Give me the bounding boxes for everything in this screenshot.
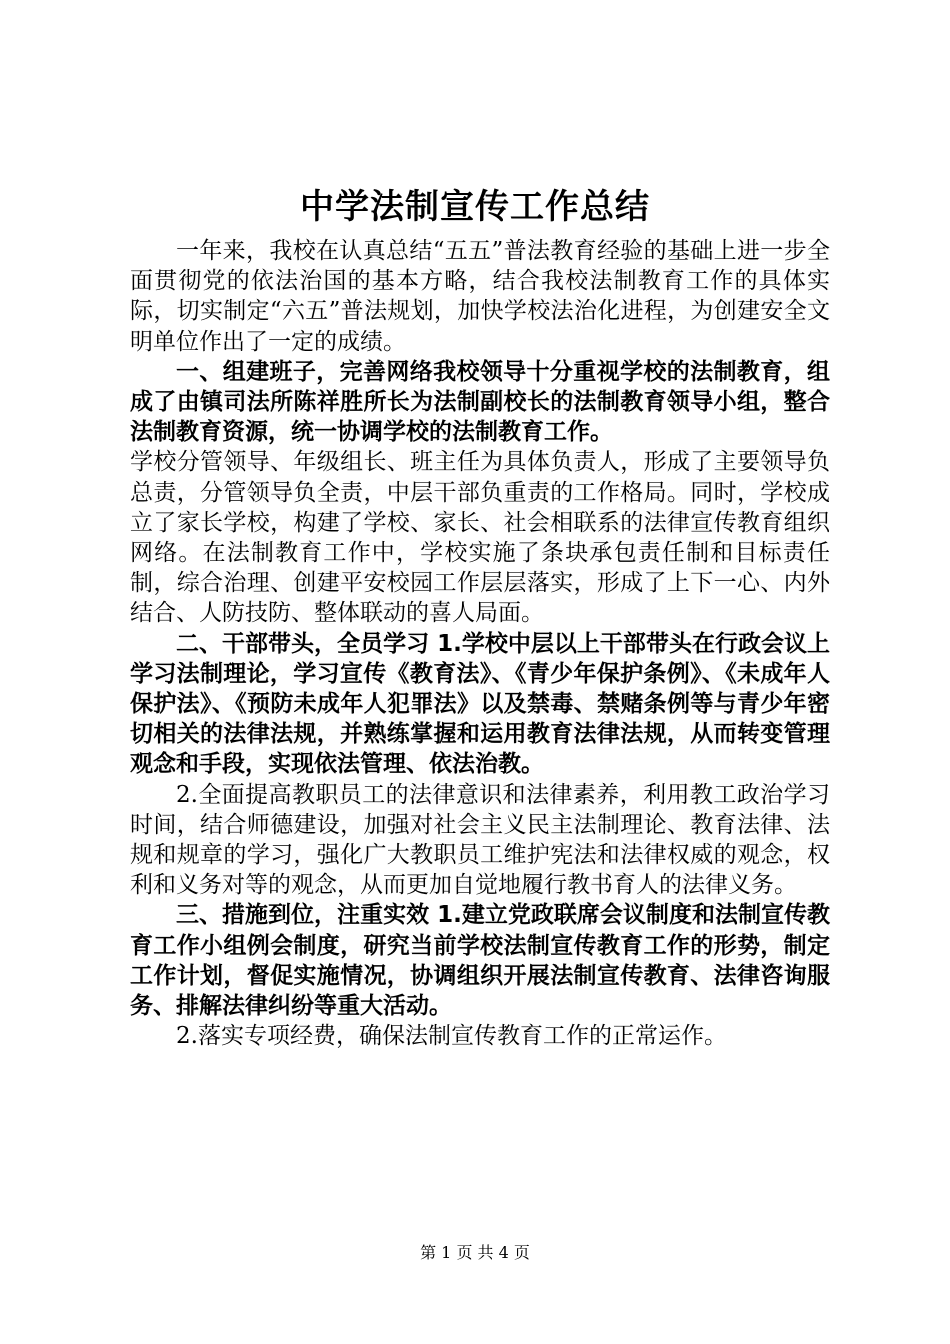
paragraph-section-2-heading: 二、干部带头，全员学习 1.学校中层以上干部带头在行政会议上学习法制理论，学习宣传《教育法》、《青少年保护条例》、《未成年人保护法》、《预防未成年人犯罪法》以及禁毒、禁赌条例等与青少年密切相关的法律法规，并熟练掌握和运用教育法律法规，从而转变管理观念和手段，实现依法管理、依法治教。 <box>130 630 830 778</box>
page-footer: 第 1 页 共 4 页 <box>420 1243 530 1262</box>
paragraph-section-1-heading: 一、组建班子，完善网络我校领导十分重视学校的法制教育，组成了由镇司法所陈祥胜所长为法制副校长的法制教育领导小组，整合法制教育资源，统一协调学校的法制教育工作。 <box>130 358 830 446</box>
paragraph-section-2-item-2: 2.全面提高教职员工的法律意识和法律素养，利用教工政治学习时间，结合师德建设，加强对社会主义民主法制理论、教育法律、法规和规章的学习，强化广大教职员工维护宪法和法律权威的观念，权利和义务对等的观念，从而更加自觉地履行教书育人的法律义务。 <box>130 781 830 899</box>
paragraph-section-3-heading: 三、措施到位，注重实效 1.建立党政联席会议制度和法制宣传教育工作小组例会制度，研究当前学校法制宣传教育工作的形势，制定工作计划，督促实施情况，协调组织开展法制宣传教育、法律咨询服务、排解法律纠纷等重大活动。 <box>130 902 830 1020</box>
document-title: 中学法制宣传工作总结 <box>300 187 650 227</box>
document-body <box>130 236 830 1051</box>
paragraph-intro: 一年来，我校在认真总结“五五”普法教育经验的基础上进一步全面贯彻党的依法治国的基本方略，结合我校法制教育工作的具体实际，切实制定“六五”普法规划，加快学校法治化进程，为创建安全文明单位作出了一定的成绩。 <box>130 238 830 355</box>
paragraph-section-1-body: 学校分管领导、年级组长、班主任为具体负责人，形成了主要领导负总责，分管领导负全责，中层干部负重责的工作格局。同时，学校成立了家长学校，构建了学校、家长、社会相联系的法律宣传教育组织网络。在法制教育工作中，学校实施了条块承包责任制和目标责任制，综合治理、创建平安校园工作层层落实，形成了上下一心、内外结合、人防技防、整体联动的喜人局面。 <box>130 449 830 627</box>
paragraph-section-3-item-2: 2.落实专项经费，确保法制宣传教育工作的正常运作。 <box>176 1023 727 1050</box>
